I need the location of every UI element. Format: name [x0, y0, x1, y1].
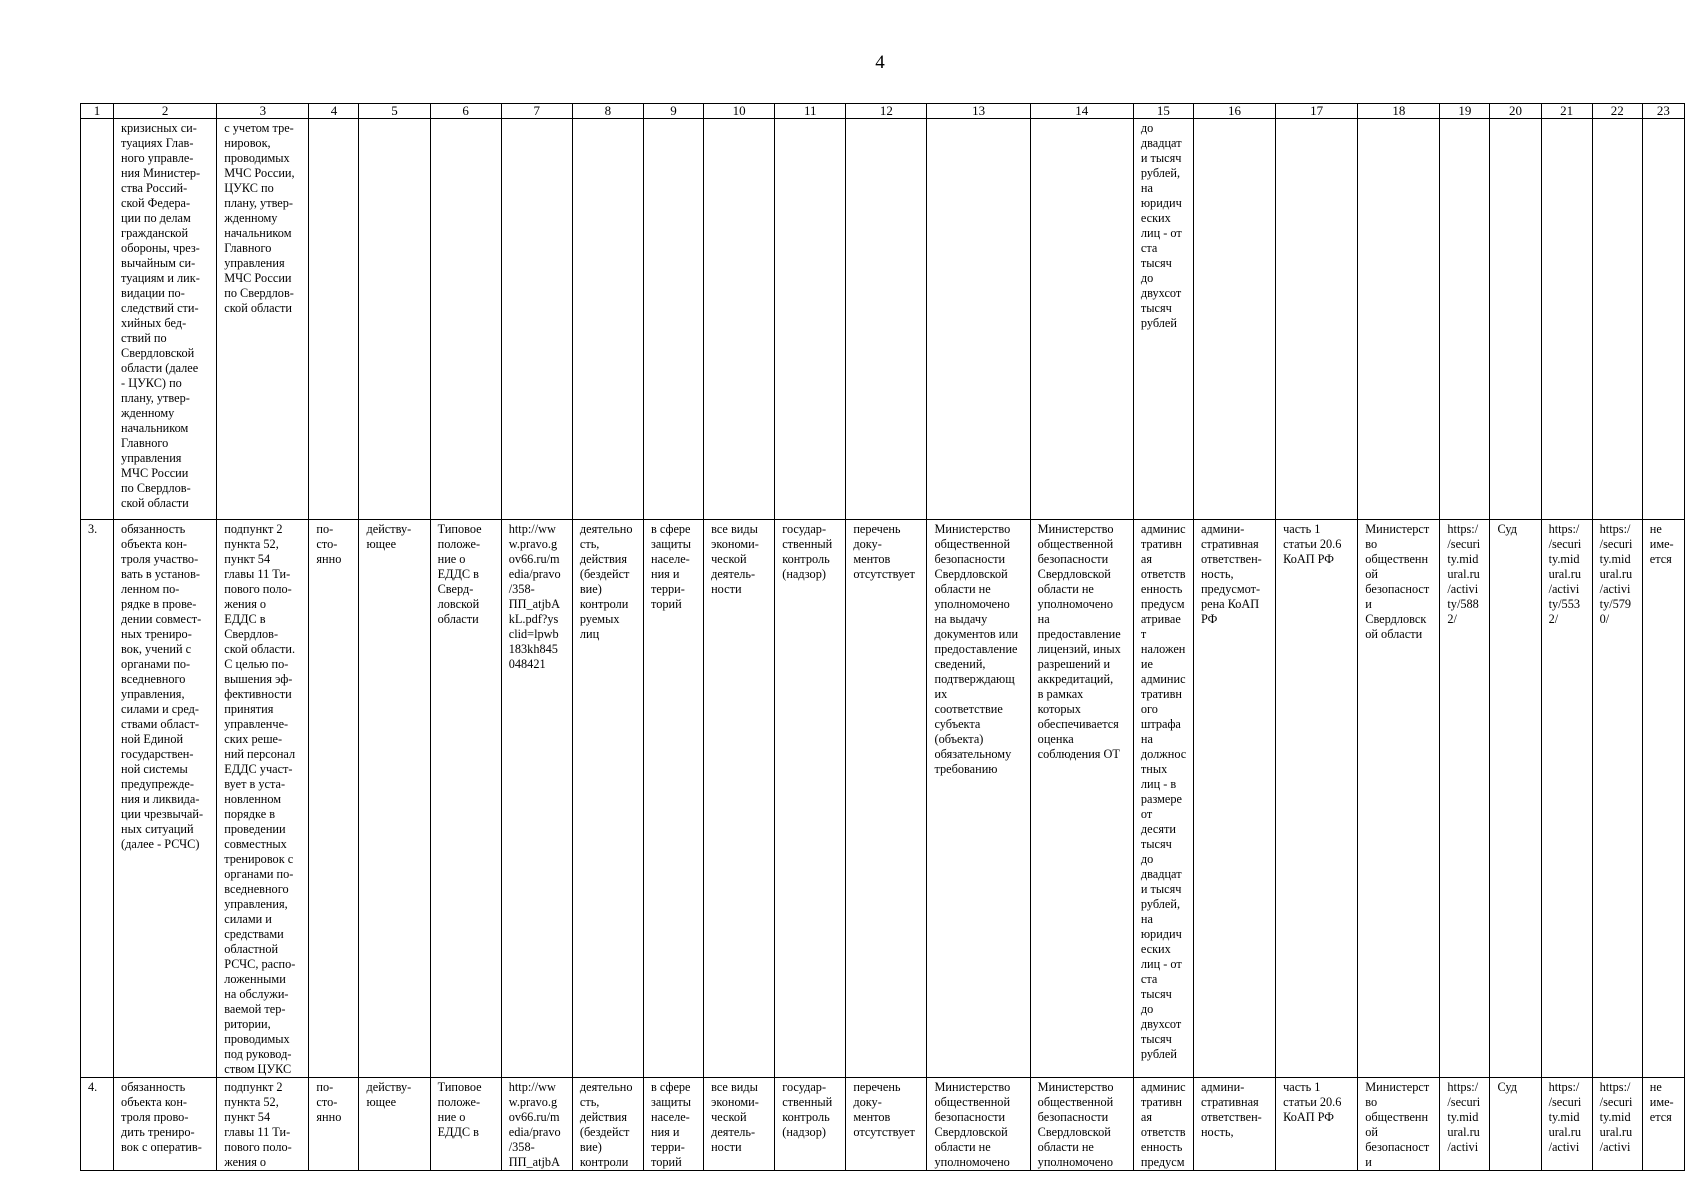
- column-number: 13: [927, 104, 1030, 119]
- table-cell: Министерство общественной безопасности Свердловской области не уполномочено на предоставление лицензий, иных разрешений и аккредитаций, в рамках которых обеспечивается оценка соблюдения ОТ: [1030, 520, 1133, 1078]
- column-number-header-row: [81, 104, 1685, 119]
- table-body: [81, 104, 1685, 1171]
- table-cell: [309, 119, 359, 520]
- table-cell: [643, 119, 703, 520]
- table-cell: https:/ /securi ty.mid ural.ru /activi ty/588 2/: [1440, 520, 1490, 1078]
- table-cell: кризисных си- туациях Глав- ного управле- ния Министер- ства Россий- ской Федера- ции по делам гражданской обороны, чрез- вычайным си- туациям и лик- видации по- следствий сти- хийных бед- ствий по Свердловской области (далее - ЦУКС) по плану, утвер- жденному начальником Главного управления МЧС России по Свердлов- ской области: [114, 119, 217, 520]
- column-number: 6: [430, 104, 501, 119]
- column-number: 20: [1490, 104, 1541, 119]
- table-cell: подпункт 2 пункта 52, пункт 54 главы 11 Ти- пового поло- жения о: [217, 1078, 309, 1171]
- table-cell: [1193, 119, 1275, 520]
- column-number: 11: [775, 104, 846, 119]
- table-cell: Типовое положе- ние о ЕДДС в Сверд- ловской области: [430, 520, 501, 1078]
- table-cell: [572, 119, 643, 520]
- table-cell: [359, 119, 430, 520]
- table-cell: [1030, 119, 1133, 520]
- table-cell: все виды экономи- ческой деятель- ности: [704, 520, 775, 1078]
- table-cell: подпункт 2 пункта 52, пункт 54 главы 11 Ти- пового поло- жения о ЕДДС в Свердлов- ской области. С целью по- вышения эф- фективности принятия управленче- ских реше- ний персонал ЕДДС участ- вует в уста- новленном порядке в проведении совместных тренировок с органами по- вседневного управления, силами и средствами областной РСЧС, распо- ложенными на обслужи- ваемой тер- ритории, проводимых под руковод- ством ЦУКС: [217, 520, 309, 1078]
- table-cell: Типовое положе- ние о ЕДДС в: [430, 1078, 501, 1171]
- table-cell: Министерство общественной безопасности Свердловской области не уполномочено: [1030, 1078, 1133, 1171]
- table-cell: [1592, 119, 1642, 520]
- row-number-cell: 3.: [81, 520, 114, 1078]
- table-cell: [927, 119, 1030, 520]
- table-cell: [775, 119, 846, 520]
- table-cell: в сфере защиты населе- ния и терри- торий: [643, 520, 703, 1078]
- column-number: 17: [1276, 104, 1358, 119]
- table-cell: [1440, 119, 1490, 520]
- table-cell: Министерство общественной безопасности Свердловской области не уполномочено: [927, 1078, 1030, 1171]
- table-cell: Министерст во общественн ой безопасност и: [1358, 1078, 1440, 1171]
- regulation-table: [80, 103, 1685, 1171]
- table-cell: [1490, 119, 1541, 520]
- column-number: 5: [359, 104, 430, 119]
- table-row-row-4: [81, 1078, 1685, 1171]
- column-number: 1: [81, 104, 114, 119]
- table-cell: деятельно сть, действия (бездейст вие) контроли: [572, 1078, 643, 1171]
- table-cell: https:/ /securi ty.mid ural.ru /activi ty/579 0/: [1592, 520, 1642, 1078]
- row-number-cell: [81, 119, 114, 520]
- column-number: 14: [1030, 104, 1133, 119]
- column-number: 2: [114, 104, 217, 119]
- table-cell: админис тративн ая ответств енность предусм атривае т наложен ие админис тративн ого штрафа на должнос тных лиц - в размере от десяти тысяч до двадцат и тысяч рублей, на юридич еских лиц - от ста тысяч до двухсот тысяч рублей: [1133, 520, 1193, 1078]
- table-cell: Министерство общественной безопасности Свердловской области не уполномочено на выдачу документов или предоставление сведений, подтверждающ их соответствие субъекта (объекта) обязательному требованию: [927, 520, 1030, 1078]
- table-cell: обязанность объекта кон- троля участво- вать в установ- ленном по- рядке в прове- дении совмест- ных трениро- вок, учений с органами по- вседневного управления, силами и сред- ствами област- ной Единой государствен- ной системы предупрежде- ния и ликвида- ции чрезвычай- ных ситуаций (далее - РСЧС): [114, 520, 217, 1078]
- table-cell: https:/ /securi ty.mid ural.ru /activi: [1541, 1078, 1592, 1171]
- table-row-row-3: [81, 520, 1685, 1078]
- table-cell: [1358, 119, 1440, 520]
- table-cell: государ- ственный контроль (надзор): [775, 520, 846, 1078]
- table-cell: админи- стративная ответствен- ность,: [1193, 1078, 1275, 1171]
- table-cell: по- сто- янно: [309, 1078, 359, 1171]
- table-cell: https:/ /securi ty.mid ural.ru /activi: [1592, 1078, 1642, 1171]
- table-cell: по- сто- янно: [309, 520, 359, 1078]
- table-cell: часть 1 статьи 20.6 КоАП РФ: [1276, 1078, 1358, 1171]
- column-number: 12: [846, 104, 927, 119]
- column-number: 15: [1133, 104, 1193, 119]
- column-number: 7: [501, 104, 572, 119]
- table-cell: действу- ющее: [359, 520, 430, 1078]
- table-cell: админи- стративная ответствен- ность, предусмот- рена КоАП РФ: [1193, 520, 1275, 1078]
- table-cell: все виды экономи- ческой деятель- ности: [704, 1078, 775, 1171]
- table-cell: не име- ется: [1642, 520, 1684, 1078]
- table-cell: перечень доку- ментов отсутствует: [846, 1078, 927, 1171]
- column-number: 8: [572, 104, 643, 119]
- column-number: 3: [217, 104, 309, 119]
- table-cell: обязанность объекта кон- троля прово- дить трениро- вок с оператив-: [114, 1078, 217, 1171]
- column-number: 23: [1642, 104, 1684, 119]
- table-row-continuation: [81, 119, 1685, 520]
- table-cell: в сфере защиты населе- ния и терри- торий: [643, 1078, 703, 1171]
- table-cell: http://ww w.pravo.g ov66.ru/m edia/pravo /358- ПП_atjbA: [501, 1078, 572, 1171]
- column-number: 9: [643, 104, 703, 119]
- page-number: 4: [875, 52, 885, 73]
- table-cell: перечень доку- ментов отсутствует: [846, 520, 927, 1078]
- column-number: 10: [704, 104, 775, 119]
- table-cell: не име- ется: [1642, 1078, 1684, 1171]
- column-number: 22: [1592, 104, 1642, 119]
- table-cell: государ- ственный контроль (надзор): [775, 1078, 846, 1171]
- table-cell: Суд: [1490, 1078, 1541, 1171]
- table-cell: [1276, 119, 1358, 520]
- column-number: 18: [1358, 104, 1440, 119]
- column-number: 21: [1541, 104, 1592, 119]
- table-cell: Министерст во общественн ой безопасност и Свердловск ой области: [1358, 520, 1440, 1078]
- column-number: 19: [1440, 104, 1490, 119]
- table-cell: http://ww w.pravo.g ov66.ru/m edia/pravo /358- ПП_atjbA kL.pdf?ys clid=lpwb 183kh845 048421: [501, 520, 572, 1078]
- table-cell: [1642, 119, 1684, 520]
- table-cell: Суд: [1490, 520, 1541, 1078]
- column-number: 4: [309, 104, 359, 119]
- table-cell: до двадцат и тысяч рублей, на юридич еских лиц - от ста тысяч до двухсот тысяч рублей: [1133, 119, 1193, 520]
- table-cell: действу- ющее: [359, 1078, 430, 1171]
- table-cell: [1541, 119, 1592, 520]
- column-number: 16: [1193, 104, 1275, 119]
- table-cell: [704, 119, 775, 520]
- table-cell: [846, 119, 927, 520]
- table-cell: https:/ /securi ty.mid ural.ru /activi ty/553 2/: [1541, 520, 1592, 1078]
- table-cell: с учетом тре- нировок, проводимых МЧС России, ЦУКС по плану, утвер- жденному начальником Главного управления МЧС России по Свердлов- ской области: [217, 119, 309, 520]
- table-cell: деятельно сть, действия (бездейст вие) контроли руемых лиц: [572, 520, 643, 1078]
- table-cell: админис тративн ая ответств енность предусм: [1133, 1078, 1193, 1171]
- table-cell: часть 1 статьи 20.6 КоАП РФ: [1276, 520, 1358, 1078]
- row-number-cell: 4.: [81, 1078, 114, 1171]
- table-cell: [501, 119, 572, 520]
- table-cell: [430, 119, 501, 520]
- table-cell: https:/ /securi ty.mid ural.ru /activi: [1440, 1078, 1490, 1171]
